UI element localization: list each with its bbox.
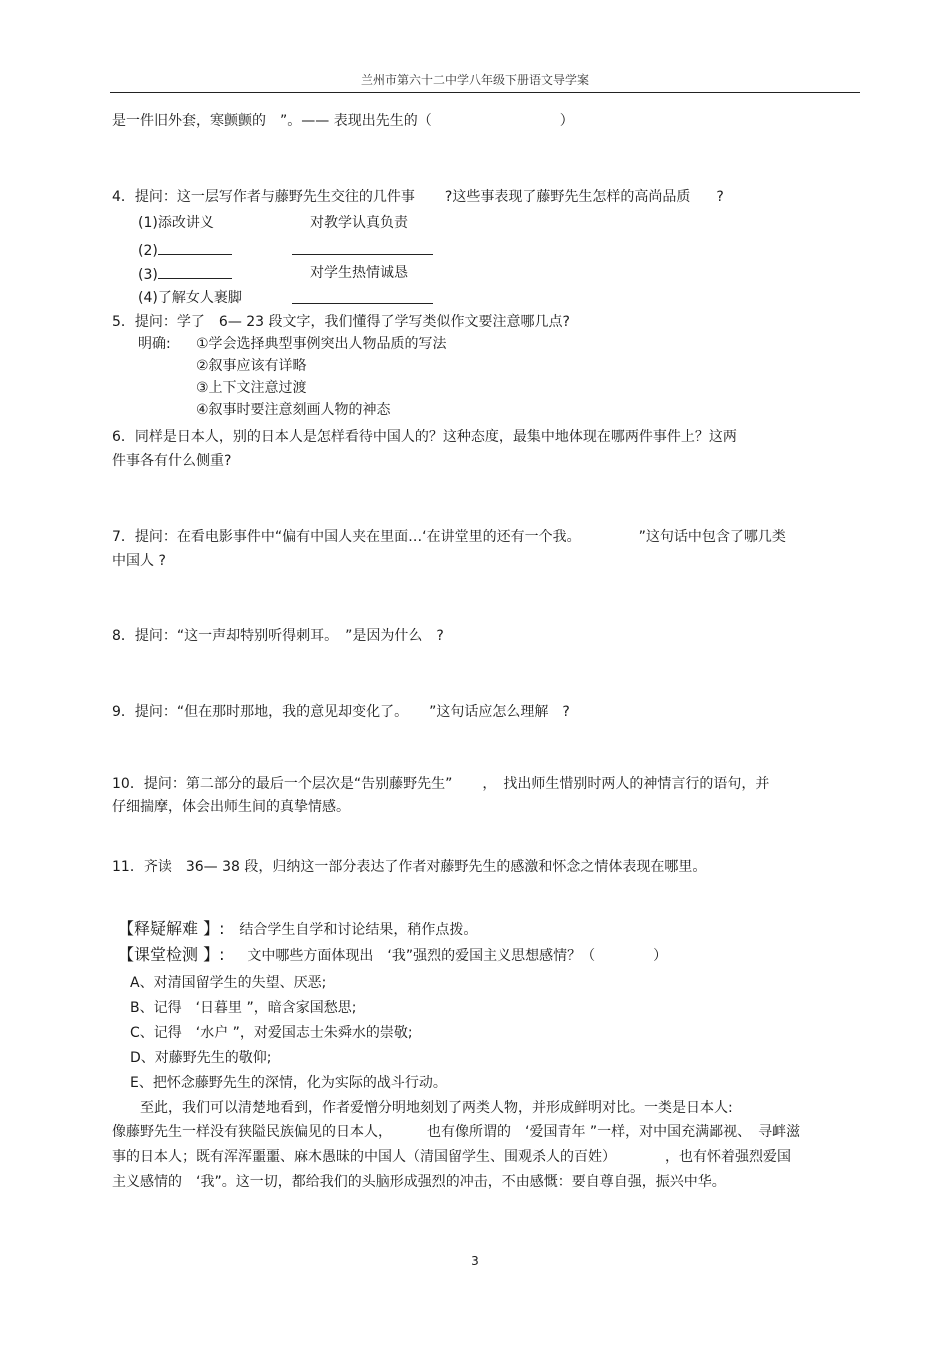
check-heading: 【课堂检测 】: [118,945,225,964]
q6-line-1: 6．同样是日本人，别的日本人是怎样看待中国人的？这种态度，最集中地体现在哪两件事件上？这两 [112,429,737,445]
check-option-a: A、对清国留学生的失望、厌恶; [130,975,327,991]
explain-heading: 【释疑解难 】: [118,919,225,938]
check-section [118,946,667,965]
check-option-e: E、把怀念藤野先生的深情，化为实际的战斗行动。 [130,1075,447,1091]
conclusion-line-4: 主义感情的 ‘我”。这一切，都给我们的头脑形成强烈的冲击，不由感慨：要自尊自强，振兴中华。 [112,1174,726,1190]
q7-line-2: 中国人 ? [112,553,166,569]
q10-line-1a: 10．提问：第二部分的最后一个层次是“告别藤野先生” [112,776,453,792]
q4-item-2-blank [158,240,232,255]
q4-item-3-label: (3) [138,267,158,283]
q7-line-1b: ”这句话中包含了哪几类 [638,529,786,545]
q4-item-3 [138,264,232,284]
q9-line: 9．提问：“但在那时那地，我的意见却变化了。 ”这句话应怎么理解 ? [112,704,570,720]
q4-item-2-quality-blank [292,254,433,255]
q4-item-4-quality-blank [292,303,433,304]
conclusion-line-2: 像藤野先生一样没有狭隘民族偏见的日本人， 也有像所谓的 ‘爱国青年 ”一样，对中国充满鄙视、 寻衅滋 [112,1124,801,1140]
q5-point-4: ④叙事时要注意刻画人物的神态 [196,402,391,418]
q10-line-1b: ， 找出师生惜别时两人的神情言行的语句，并 [482,776,770,792]
check-option-d: D、对藤野先生的敬仰; [130,1050,272,1066]
q4-item-2-label: (2) [138,243,158,259]
check-option-b: B、记得 ‘日暮里 ”，暗含家国愁思; [130,1000,357,1016]
q4-item-4-label: (4)了解女人裹脚 [138,290,242,306]
explain-text: 结合学生自学和讨论结果，稍作点拨。 [239,922,478,938]
q4-item-1-label: (1)添改讲义 [138,215,214,231]
q7-line-1 [112,528,786,546]
q4-question [112,188,724,206]
q5-label: 明确: [138,336,171,352]
conclusion-line-3: 事的日本人；既有浑浑噩噩、麻木愚昧的中国人（清国留学生、围观杀人的百姓） ，也有怀着强烈爱国 [112,1149,791,1165]
q5-point-3: ③上下文注意过渡 [196,380,307,396]
q4-text-c: ? [716,189,724,205]
q4-item-3-blank [158,264,232,279]
q4-text-b: ?这些事表现了藤野先生怎样的高尚品质 [444,189,691,205]
q4-item-2 [138,240,232,260]
q5-question: 5．提问：学了 6— 23 段文字，我们懂得了学写类似作文要注意哪几点? [112,314,570,330]
check-text: 文中哪些方面体现出 ‘我”强烈的爱国主义思想感情？（ [247,948,596,964]
q7-line-1a: 7．提问：在看电影事件中“偏有中国人夹在里面…‘在讲堂里的还有一个我。 [112,529,581,545]
q4-item-3-quality: 对学生热情诚恳 [310,265,408,281]
page-number: 3 [471,1254,479,1268]
q4-item-1-quality: 对教学认真负责 [310,215,408,231]
q8-line: 8．提问：“这一声却特别听得刺耳。 ”是因为什么 ? [112,628,444,644]
intro-text: 是一件旧外套，寒颤颤的 ”。—— 表现出先生的（ [112,113,432,129]
q5-point-2: ②叙事应该有详略 [196,358,307,374]
intro-close: ） [559,113,574,129]
q10-line-1 [112,775,769,793]
intro-line [112,112,574,130]
check-close: ） [653,948,668,964]
q11-line: 11．齐读 36— 38 段，归纳这一部分表达了作者对藤野先生的感激和怀念之情体表现在哪里。 [112,859,707,875]
q5-point-1: ①学会选择典型事例突出人物品质的写法 [196,336,447,352]
q6-line-2: 件事各有什么侧重? [112,453,232,469]
q4-text-a: 4．提问：这一层写作者与藤野先生交往的几件事 [112,189,415,205]
check-option-c: C、记得 ‘水户 ”，对爱国志士朱舜水的崇敬; [130,1025,413,1041]
explain-section [118,920,477,939]
q10-line-2: 仔细揣摩，体会出师生间的真挚情感。 [112,799,350,815]
page-header-title: 兰州市第六十二中学八年级下册语文导学案 [360,73,589,87]
header-rule [110,92,860,93]
conclusion-line-1: 至此，我们可以清楚地看到，作者爱憎分明地刻划了两类人物，并形成鲜明对比。一类是日本人: [140,1100,733,1116]
